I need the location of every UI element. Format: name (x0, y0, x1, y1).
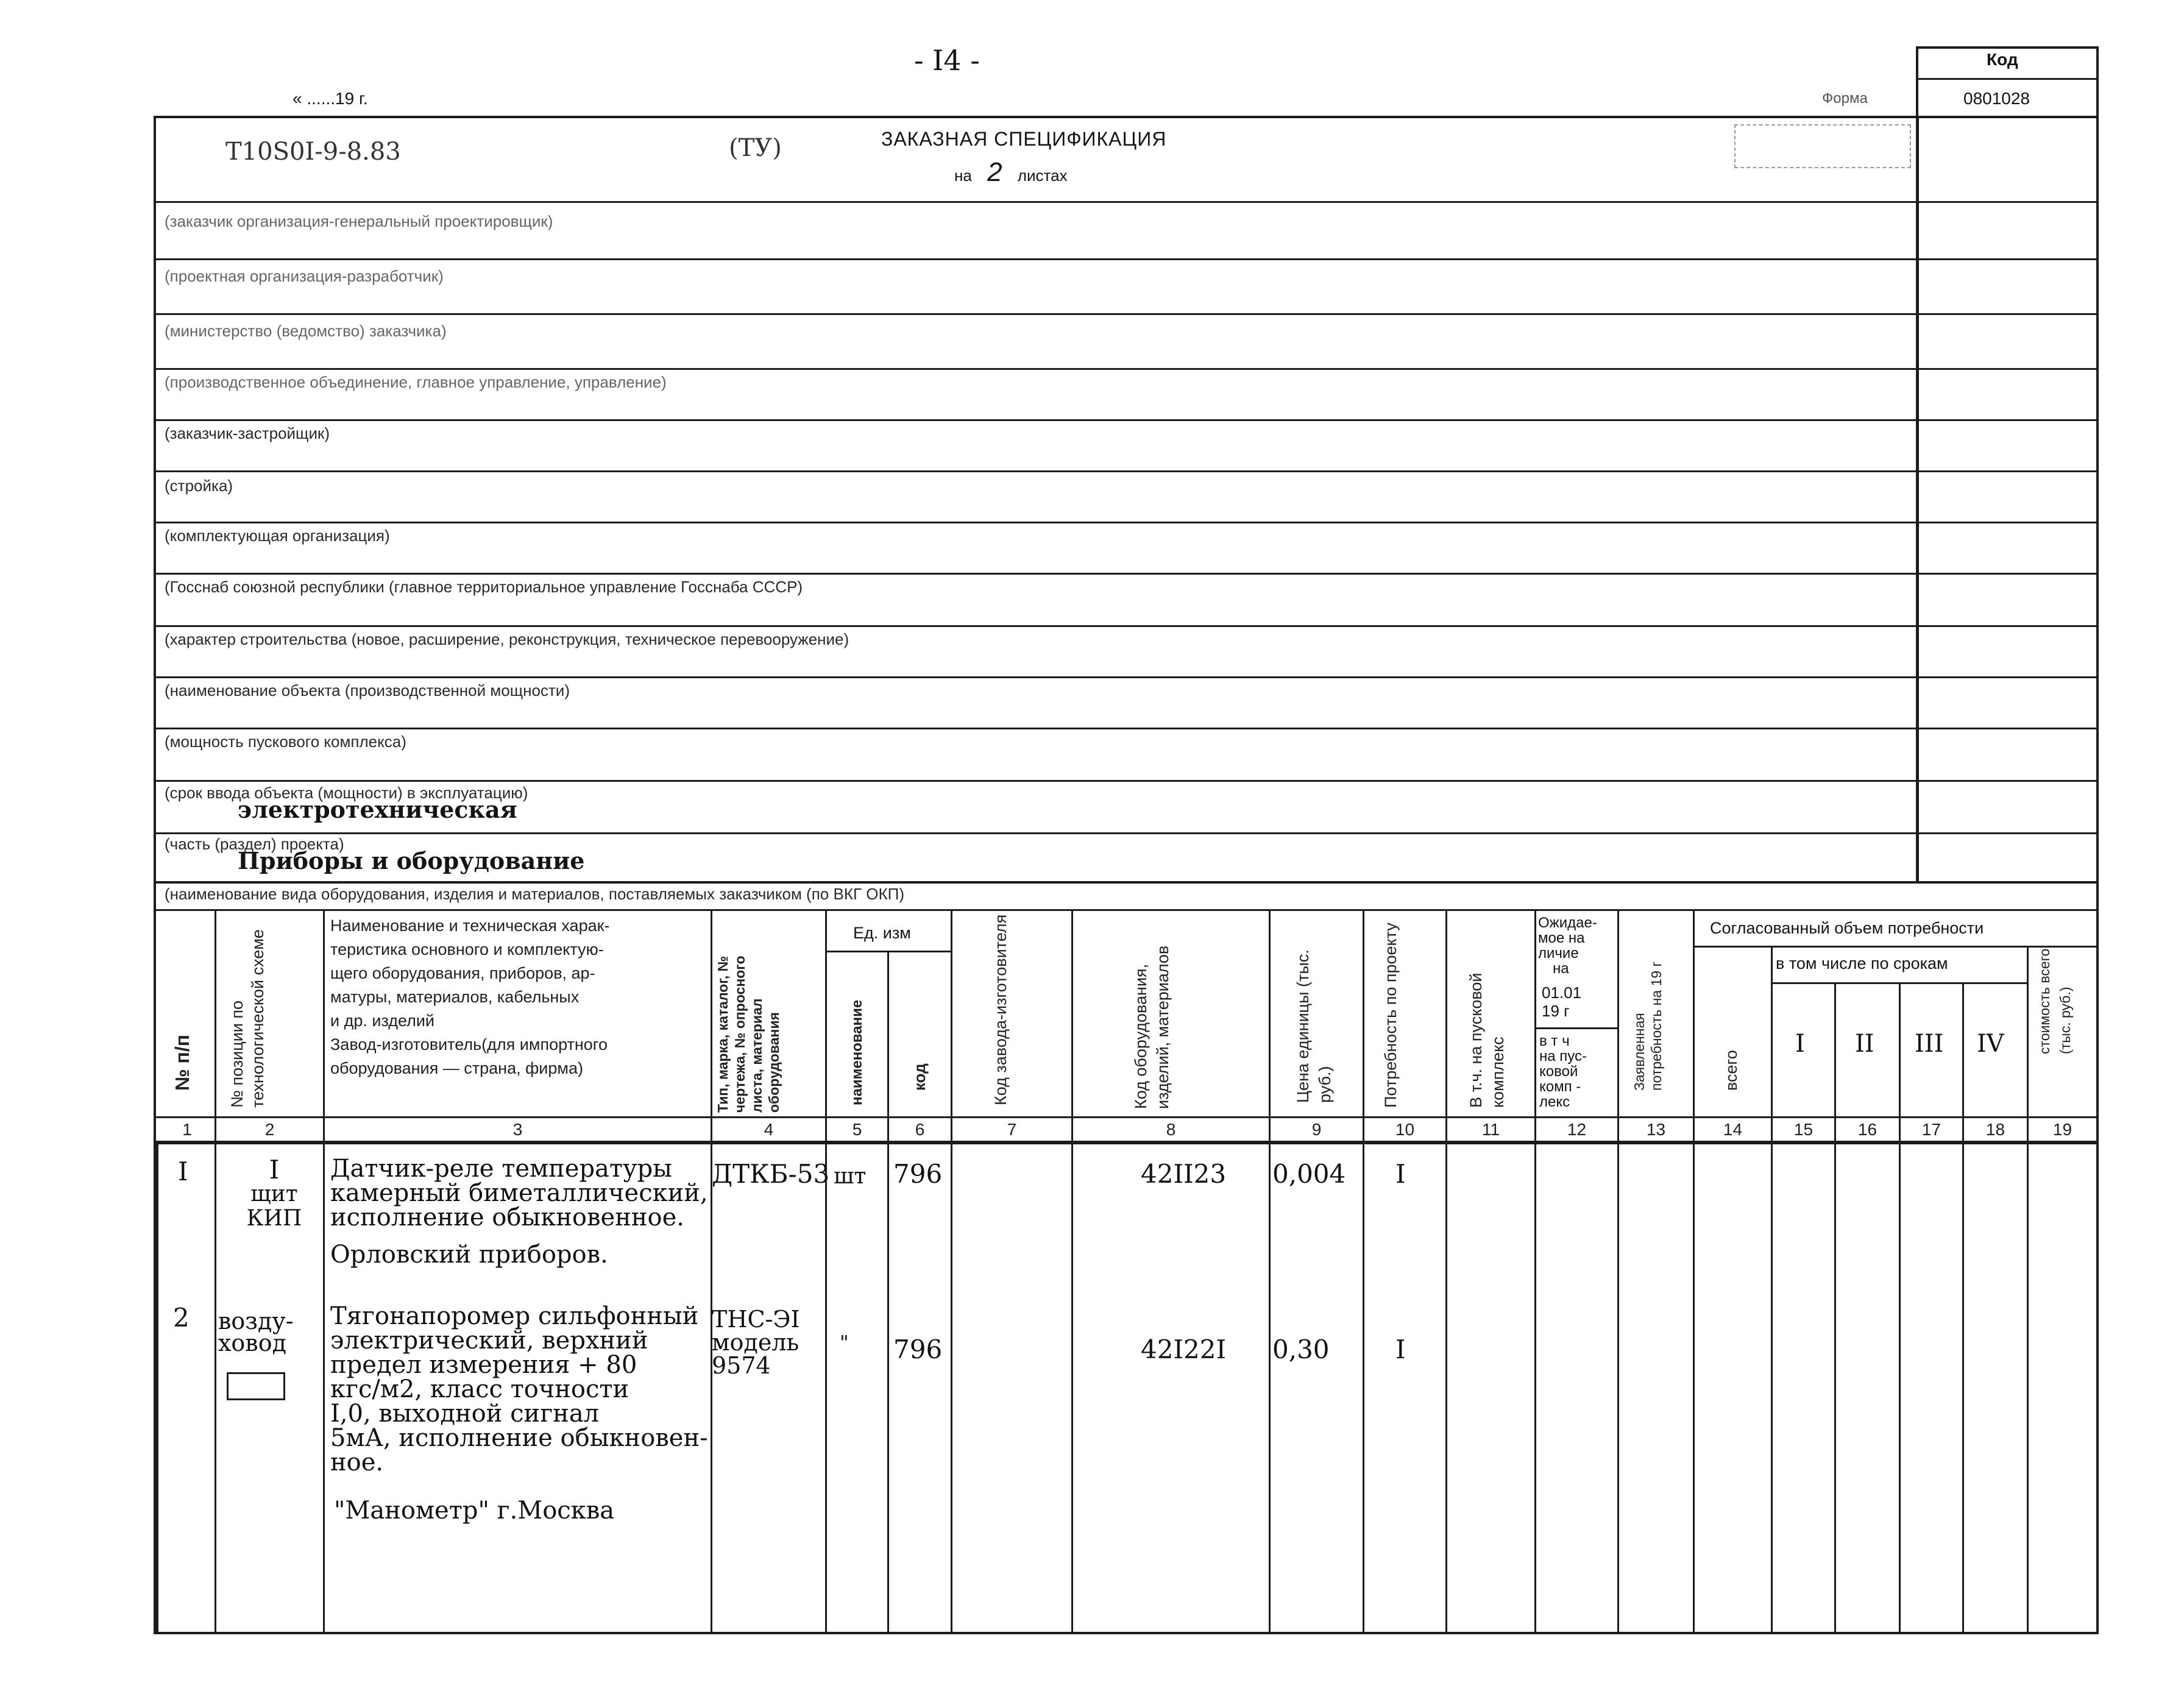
row-name-line: 5мА, исполнение обыкновен- (330, 1424, 708, 1452)
c12-split-rule (1534, 1027, 1617, 1029)
col-number: 16 (1857, 1120, 1877, 1139)
body-left-border (154, 1141, 158, 1634)
field-label: (министерство (ведомство) заказчика) (165, 322, 447, 340)
col-number: 1 (182, 1120, 192, 1139)
col-number: 5 (852, 1120, 862, 1139)
row-maker: "Манометр" г.Москва (334, 1497, 615, 1525)
field-rule (154, 625, 2099, 627)
row-price: 0,004 (1272, 1159, 1346, 1189)
field-label: (срок ввода объекта (мощности) в эксплуатацию) (165, 784, 528, 802)
tu-label: (ТУ) (729, 134, 782, 162)
field-value-construction-kind: электротехническая (238, 796, 517, 823)
col-divider (1962, 982, 1964, 1634)
form-label: Форма (1822, 90, 1868, 107)
col-number: 4 (764, 1120, 774, 1139)
col-divider (1771, 946, 1773, 1634)
table-top-rule (154, 909, 2099, 911)
row-number: I (178, 1157, 188, 1186)
header-position: № позиции по технологической схеме (228, 929, 267, 1108)
col-divider (1445, 909, 1447, 1634)
spec-title: ЗАКАЗНАЯ СПЕЦИФИКАЦИЯ (881, 128, 1167, 150)
header-expected-complex-line: лекс (1539, 1094, 1570, 1110)
col-divider (1363, 909, 1364, 1634)
row-maker: Орловский приборов. (330, 1241, 608, 1269)
equipment-kind-label: (наименование вида оборудования, изделия и материалов, поставляемых заказчиком (по ВКГ ОКП) (165, 885, 904, 903)
unit-group-rule (825, 951, 951, 952)
col-divider (1693, 909, 1695, 1634)
sheets-prefix: на (954, 166, 972, 185)
header-by-period: в том числе по срокам (1776, 954, 1948, 973)
col-number: 17 (1921, 1120, 1941, 1139)
row-position-line: щит (250, 1182, 298, 1207)
row-position (232, 1155, 317, 1231)
sheets-count: 2 (987, 157, 1002, 187)
field-label: (стройка) (165, 477, 233, 495)
header-period-4: IV (1977, 1030, 2004, 1058)
col-number: 12 (1567, 1120, 1587, 1139)
col-divider (1617, 909, 1619, 1634)
header-expected-complex (1539, 1033, 1587, 1110)
row-name-line: исполнение обыкновенное. (330, 1203, 684, 1231)
header-name-col (330, 914, 708, 1080)
col-number-top-rule (154, 1116, 2099, 1118)
col-number: 13 (1646, 1120, 1666, 1139)
field-rule (154, 573, 2099, 575)
page-number: - I4 - (914, 44, 980, 77)
code-title: Код (1987, 50, 2018, 69)
col-divider (1269, 909, 1271, 1634)
row-name (330, 1157, 708, 1230)
col-number: 11 (1481, 1120, 1500, 1139)
row-equip-code: 42II23 (1141, 1159, 1227, 1189)
row-unit-code: 796 (893, 1159, 943, 1189)
header-unit-code: код (910, 1063, 929, 1091)
field-rule (154, 881, 2099, 884)
field-rule (154, 522, 2099, 523)
title-stamp-box (1734, 124, 1911, 168)
col-divider (711, 909, 712, 1634)
col-number: 19 (2052, 1120, 2072, 1139)
header-expected-line: на (1553, 960, 1569, 977)
field-rule (154, 313, 2099, 315)
header-name-line: матуры, материалов, кабельных (330, 988, 580, 1006)
col-divider (951, 909, 952, 1634)
col-divider (887, 951, 889, 1634)
header-name-line: щего оборудования, приборов, ар- (330, 964, 595, 982)
col-divider (323, 909, 325, 1634)
row-need: I (1395, 1159, 1406, 1189)
position-symbol-box (227, 1372, 285, 1400)
field-rule (154, 419, 2099, 421)
header-name-line: Завод-изготовитель(для импортного (330, 1035, 608, 1054)
header-declared: Заявленная потребность на 19 г (1631, 962, 1664, 1091)
header-name-line: теристика основного и комплектую- (330, 940, 604, 959)
header-expected-date (1542, 983, 1581, 1020)
field-label: (заказчик-застройщик) (165, 424, 330, 442)
col-number: 2 (264, 1120, 275, 1139)
header-expected-line: мое на (1538, 930, 1585, 946)
header-expected-complex-line: в т ч (1539, 1033, 1570, 1049)
col-number: 7 (1007, 1120, 1017, 1139)
row-position-line: ховод (218, 1330, 286, 1356)
field-label: (мощность пускового комплекса) (165, 732, 406, 751)
row-equip-code: 42I22I (1141, 1334, 1227, 1364)
col-divider (1071, 909, 1073, 1634)
row-type: ДТКБ-53 (712, 1159, 830, 1189)
col-divider (2027, 946, 2029, 1634)
col-divider (215, 909, 216, 1634)
field-rule-0 (154, 201, 2099, 203)
field-label: (проектная организация-разработчик) (165, 267, 444, 285)
row-type-line: 9574 (712, 1352, 771, 1379)
col-number: 3 (512, 1120, 523, 1139)
row-position-line: КИП (246, 1206, 302, 1231)
field-label: (часть (раздел) проекта) (165, 835, 344, 853)
header-agreed-group: Согласованный объем потребности (1710, 919, 1984, 937)
col-number: 14 (1723, 1120, 1743, 1139)
header-unit-name: наименование (849, 999, 865, 1105)
row-name-line: Датчик-реле температуры (330, 1155, 672, 1183)
field-label: (характер строительства (новое, расширение, реконструкция, техническое перевооружение) (165, 630, 849, 648)
header-in-complex: В т.ч. на пусковой комплекс (1467, 973, 1507, 1108)
col-divider (1834, 982, 1836, 1634)
row-type-line: модель (712, 1329, 800, 1356)
header-need: Потребность по проекту (1381, 923, 1400, 1108)
field-rule (154, 728, 2099, 729)
col-number: 9 (1311, 1120, 1322, 1139)
row-name-line: предел измерения + 80 (330, 1351, 637, 1379)
field-label: (наименование объекта (производственной мощности) (165, 681, 570, 700)
row-unit: шт (834, 1164, 867, 1189)
col-number: 8 (1166, 1120, 1176, 1139)
col-number-bottom-rule (154, 1141, 2099, 1144)
header-name-line: оборудования — страна, фирма) (330, 1059, 583, 1077)
col-divider (1899, 982, 1901, 1634)
field-label: (заказчик организация-генеральный проектировщик) (165, 212, 553, 230)
doc-number: T10S0I-9-8.83 (225, 138, 401, 166)
col-divider (825, 909, 827, 1634)
field-label: (комплектующая организация) (165, 526, 390, 545)
header-price: Цена единицы (тыс. руб.) (1294, 949, 1334, 1103)
code-column-left (1916, 116, 1919, 884)
header-row-number: № п/п (171, 1034, 193, 1091)
field-rule (154, 368, 2099, 370)
field-label: (производственное объединение, главное управление, управление) (165, 373, 667, 391)
header-total: всего (1722, 1050, 1740, 1091)
header-unit-group: Ед. изм (853, 924, 911, 942)
period-group-rule (1771, 982, 2027, 984)
field-rule (154, 676, 2099, 678)
col-number: 10 (1395, 1120, 1415, 1139)
row-name-line: Тягонапоромер сильфонный (330, 1302, 699, 1330)
row-position (218, 1310, 294, 1354)
col-number: 18 (1985, 1120, 2005, 1139)
row-name-line: электрический, верхний (330, 1327, 648, 1355)
field-rule (154, 470, 2099, 472)
row-name-line: камерный биметаллический, (330, 1179, 708, 1207)
row-name-line: I,0, выходной сигнал (330, 1400, 600, 1428)
row-price: 0,30 (1272, 1334, 1330, 1364)
row-need: I (1395, 1334, 1406, 1364)
col-divider (1534, 909, 1536, 1634)
header-expected-line: 19 г (1542, 1002, 1570, 1020)
header-expected-line: 01.01 (1542, 983, 1582, 1002)
header-name-line: Наименование и техническая харак- (330, 916, 610, 935)
field-label: (Госснаб союзной республики (главное территориальное управление Госснаба СССР) (165, 578, 803, 596)
header-expected (1538, 915, 1597, 976)
sheets-suffix: листах (1017, 166, 1068, 185)
header-equip-code: Код оборудования, изделий, материалов (1132, 945, 1172, 1109)
row-name-line: ное. (330, 1448, 384, 1476)
row-number: 2 (173, 1303, 190, 1333)
row-unit-code: 796 (893, 1334, 943, 1364)
row-type (712, 1308, 800, 1377)
sheets-line (954, 157, 1068, 188)
field-value-project-part: Приборы и оборудование (238, 847, 585, 874)
header-expected-line: Ожидае- (1538, 915, 1597, 931)
header-expected-complex-line: на пус- (1539, 1048, 1587, 1065)
row-name (330, 1304, 708, 1475)
header-period-2: II (1855, 1030, 1874, 1058)
col-number: 6 (915, 1120, 925, 1139)
header-expected-complex-line: комп - (1539, 1079, 1581, 1095)
header-period-3: III (1915, 1030, 1944, 1058)
header-period-1: I (1795, 1030, 1805, 1058)
row-position-line: I (269, 1155, 280, 1185)
code-value: 0801028 (1963, 89, 2030, 108)
header-type: Тип, марка, каталог, № чертежа, № опросного листа, материал оборудования (715, 955, 782, 1113)
col-number: 15 (1793, 1120, 1814, 1139)
row-unit: " (840, 1331, 849, 1354)
row-position-line: возду- (218, 1308, 294, 1334)
header-expected-complex-line: ковой (1539, 1063, 1578, 1080)
header-cost-total: стоимость всего (тыс. руб.) (2037, 948, 2073, 1054)
header-maker-code: Код завода-изготовителя (991, 914, 1010, 1105)
date-line: « ......19 г. (293, 89, 368, 108)
header-name-line: и др. изделий (330, 1012, 435, 1030)
field-rule (154, 780, 2099, 782)
field-rule (154, 258, 2099, 260)
field-rule (154, 832, 2099, 834)
header-expected-line: личие (1538, 945, 1579, 962)
code-divider (1918, 78, 2099, 80)
row-name-line: кгс/м2, класс точности (330, 1375, 629, 1403)
row-type-line: ТНС-ЭI (712, 1306, 800, 1333)
